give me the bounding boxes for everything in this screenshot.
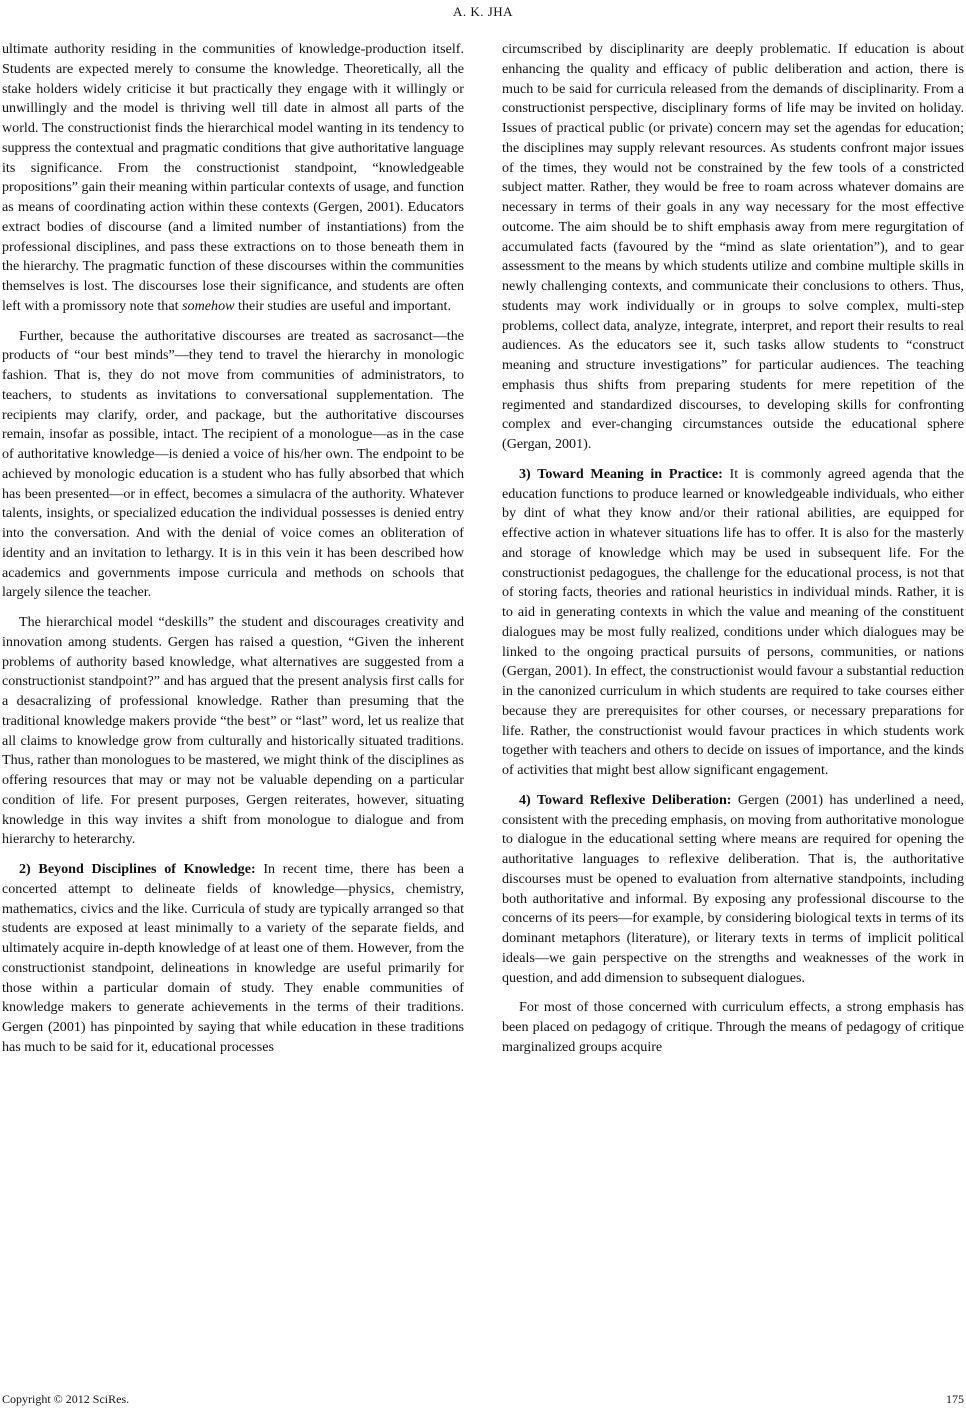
paragraph bbox=[2, 40, 464, 317]
paragraph bbox=[502, 791, 964, 989]
paragraph-text: It is commonly agreed agenda that the education functions to produce learned or knowledgeable individuals, who either by dint of what they know and/or their rational abilities, are equipped for effective action in whatever situations life has to offer. It is also for the masterly and storage of knowledge which may be used in subsequent life. For the constructionist pedagogues, the challenge for the educational process, is not that of storing facts, theories and rational heuristics in individual minds. Rather, it is to aid in generating contexts in which the value and meaning of the constituent dialogues may be most fully realized, conditions under which dialogues may be linked to the ongoing practical pursuits of persons, communities, or nations (Gergan, 2001). In effect, the constructionist would favour a substantial reduction in the canonized curriculum in which students are required to take courses either because they are prerequisites for other courses, or necessary preparations for life. Rather, the constructionist would favour practices in which students work together with teachers and others to decide on issues of importance, and the kinds of activities that might best allow significant engagement. bbox=[502, 465, 964, 778]
section-heading: 2) Beyond Disciplines of Knowledge: bbox=[19, 861, 256, 877]
paragraph-text: ultimate authority residing in the communities of knowledge-production itself. Students are expected merely to consume the knowledge. Theoretically, all the stake holders widely criticise it but practically they engage with it willingly or unwillingly and the model is thriving well till date in almost all parts of the world. The constructionist finds the hierarchical model wanting in its tendency to suppress the contextual and pragmatic conditions that give authoritative language its significance. From the constructionist standpoint, “knowledgeable propositions” gain their meaning within particular contexts of usage, and function as means of coordinating action within these contexts (Gergen, 2001). Educators extract bodies of discourse (and a limited number of instantiations) from the professional disciplines, and pass these extractions on to those beneath them in the hierarchy. The pragmatic function of these discourses within the communities themselves is lost. The discourses lose their significance, and students are often left with a promissory note that bbox=[2, 41, 464, 314]
italic-word: somehow bbox=[182, 297, 235, 314]
left-column bbox=[2, 40, 464, 1058]
paragraph-text: In recent time, there has been a concerted attempt to delineate fields of knowledge—physics, chemistry, mathematics, civics and the like. Curricula of study are typically arranged so that students are exposed at least minimally to a variety of the separate fields, and ultimately acquire in-depth knowledge of at least one of them. However, from the constructionist standpoint, delineations in knowledge are useful primarily for those within a particular domain of study. They enable communities of knowledge makers to generate achievements in the terms of their traditions. Gergen (2001) has pinpointed by saying that while education in these traditions has much to be said for it, educational processes bbox=[2, 861, 464, 1055]
section-heading: 3) Toward Meaning in Practice: bbox=[519, 465, 723, 482]
paragraph-text: Gergen (2001) has underlined a need, consistent with the preceding emphasis, on moving from authoritative monologue to dialogue in the educational setting where means are required for opening the authoritative languages to reflexive deliberation. That is, the authoritative discourses must be opened to evaluation from alternative standpoints, including both authoritative and informal. By exposing any professional discourse to the concerns of its peers—for example, by considering biological texts in terms of its dominant metaphors (literature), or literary texts in terms of implicit political ideals—we gain perspective on the strengths and weaknesses of the work in question, and add dimension to subsequent dialogues. bbox=[502, 791, 964, 986]
paragraph: circumscribed by disciplinarity are deeply problematic. If education is about enhancing the quality and efficacy of public deliberation and action, there is much to be said for curricula released from the demands of disciplinarity. From a constructionist perspective, disciplinary forms of life may be invited on holiday. Issues of practical public (or private) concern may set the agendas for education; the disciplines may supply relevant resources. As students confront major issues of the times, they would not be constrained by the few tools of a constricted subject matter. Rather, they would be free to roam across whatever domains are necessary in terms of their goals in any way necessary for the most effective outcome. The aim should be to shift emphasis away from mere regurgitation of accumulated facts (favoured by the “mind as slate orientation”), and to gear assessment to the means by which students utilize and combine multiple skills in newly challenging contexts, and communicate their conclusions to others. Thus, students may work individually or in groups to solve complex, multi-step problems, collect data, analyze, integrate, interpret, and report their results to real audiences. As the educators see it, such tasks allow students to “construct meaning and structure investigations” for particular audiences. The teaching emphasis thus shifts from preparing students for mere repetition of the regimented and standardized discourses, to developing skills for confronting complex and ever-changing circumstances outside the educational sphere (Gergan, 2001). bbox=[502, 41, 964, 452]
section-heading: 4) Toward Reflexive Deliberation: bbox=[519, 791, 732, 808]
page-number: 175 bbox=[946, 1392, 964, 1406]
paragraph bbox=[2, 860, 464, 1058]
paragraph: The hierarchical model “deskills” the student and discourages creativity and innovation among students. Gergen has raised a question, “Given the inherent problems of authority based knowledge, what alternatives are suggested from a constructionist standpoint?” and has argued that the present analysis first calls for a desacralizing of professional knowledge. Rather than presuming that the traditional knowledge makers provide “the best” or “last” word, let us realize that all claims to knowledge grow from culturally and historically situated traditions. Thus, rather than monologues to be mastered, we might think of the disciplines as offering resources that may or may not be valuable depending on a particular condition of life. For present purposes, Gergen reiterates, however, situating knowledge in this way invites a shift from monologue to dialogue and from hierarchy to heterarchy. bbox=[2, 614, 464, 848]
right-column bbox=[502, 40, 964, 1058]
paragraph-text: their studies are useful and important. bbox=[234, 297, 451, 314]
copyright-notice: Copyright © 2012 SciRes. bbox=[2, 1392, 130, 1406]
running-head: A. K. JHA bbox=[452, 4, 514, 19]
paragraph: Further, because the authoritative discourses are treated as sacrosanct—the products of “our best minds”—they tend to travel the hierarchy in monologic fashion. That is, they do not move from communities of administrators, to teachers, to students as invitations to conversational supplementation. The recipients may clarify, order, and package, but the authoritative discourses remain, insofar as possible, intact. The recipient of a monologue—as in the case of authoritative knowledge—is denied a voice of his/her own. The endpoint to be achieved by monologic education is a student who has fully absorbed that which has been presented—or in effect, becomes a simulacra of the authority. Whatever talents, insights, or specialized education the individual possesses is denied entry into the conversation. And with the denial of voice comes an obliteration of identity and an invitation to lethargy. It is in this vein it has been described how academics and governments impose curricula and methods on schools that largely silence the teacher. bbox=[2, 327, 464, 601]
paragraph bbox=[502, 465, 964, 781]
paragraph: For most of those concerned with curriculum effects, a strong emphasis has been placed on pedagogy of critique. Through the means of pedagogy of critique marginalized groups acquire bbox=[502, 999, 964, 1055]
